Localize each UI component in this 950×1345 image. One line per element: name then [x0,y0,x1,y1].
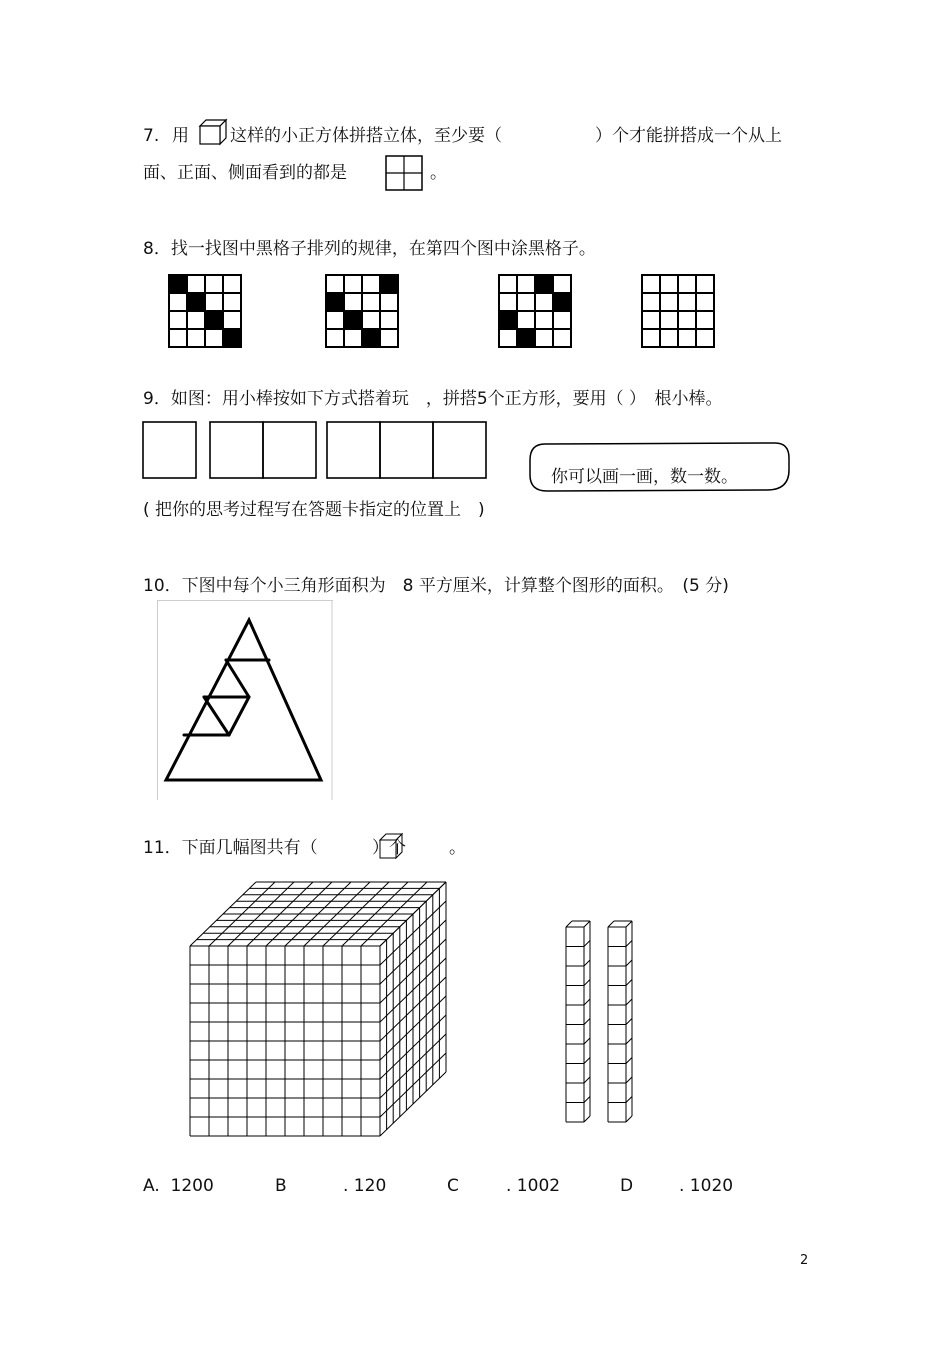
rod-grid-line [584,1038,590,1044]
grid-cell-black [326,293,344,311]
grid-cell-white [344,329,362,347]
rod-grid-line [584,1116,590,1122]
rod-grid-line [584,921,590,927]
grid-cell-white[interactable] [642,329,660,347]
grid-cell-white [169,293,187,311]
grid-cell-black [344,311,362,329]
rod-grid-line [608,921,614,927]
thousand-cube-figure [185,876,455,1151]
grid-cell-white [362,275,380,293]
rod-grid-line [584,980,590,986]
grid-cell-white [362,311,380,329]
pattern-grid-1 [168,274,242,348]
grid-cell-white[interactable] [642,293,660,311]
grid-cell-white [553,329,571,347]
grid-cell-white [517,311,535,329]
rod-grid-line [626,921,632,927]
grid-cell-black [169,275,187,293]
rod-grid-line [626,1116,632,1122]
q11-period: 。 [449,838,466,858]
grid-cell-black [362,329,380,347]
grid-cell-white [205,275,223,293]
hint-bubble-text: 你可以画一画，数一数。 [551,467,738,487]
grid-cell-white [205,293,223,311]
grid-cell-white [535,329,553,347]
option-a: A. 1200 [143,1176,214,1196]
grid-cell-white [380,311,398,329]
triangle-figure [157,600,333,800]
grid-cell-white [535,311,553,329]
grid-cell-black [553,293,571,311]
grid-cell-white [169,311,187,329]
grid-cell-black [517,329,535,347]
q7-line2: 面、正面、侧面看到的都是 [143,163,347,183]
q7-text-part1: 这样的小正方体拼搭立体，至少要（ [230,126,502,146]
option-c-value: . 1002 [506,1176,561,1196]
grid-cell-white [517,293,535,311]
grid-cell-white[interactable] [678,275,696,293]
grid-cell-white [553,311,571,329]
pattern-grid-2 [325,274,399,348]
grid-cell-white [326,311,344,329]
grid-cell-black [187,293,205,311]
grid-cell-white[interactable] [678,293,696,311]
grid-cell-black [499,311,517,329]
q11-text-part2: ）个 [372,838,406,858]
grid-cell-white [362,293,380,311]
option-b-letter: B [275,1176,287,1196]
pattern-grid-4[interactable] [641,274,715,348]
option-d-value: . 1020 [679,1176,734,1196]
grid-cell-white [517,275,535,293]
q9-note: ( 把你的思考过程写在答题卡指定的位置上 ) [143,500,485,520]
rod-grid-line [584,1077,590,1083]
grid-cell-white [344,275,362,293]
grid-cell-white [380,293,398,311]
grid-cell-white[interactable] [696,293,714,311]
rod-grid-line [584,960,590,966]
grid-cell-white[interactable] [660,293,678,311]
option-b-value: . 120 [343,1176,387,1196]
q7-period: 。 [430,163,447,183]
q7-use-label: 用 [172,126,189,146]
grid-cell-white[interactable] [642,275,660,293]
grid-cell-black [223,329,241,347]
rod-grid-line [626,1077,632,1083]
q8-text: 8．找一找图中黑格子排列的规律，在第四个图中涂黑格子。 [143,239,596,259]
grid-cell-white [344,293,362,311]
rod-grid-line [566,921,572,927]
rod-grid-line [626,1019,632,1025]
rod-grid-line [626,1058,632,1064]
grid-cell-white [223,311,241,329]
rod-grid-line [584,941,590,947]
q11-text-part1: 11．下面几幅图共有（ [143,838,318,858]
q10-text: 10．下图中每个小三角形面积为 8 平方厘米，计算整个图形的面积。 (5 分) [143,576,729,596]
grid-cell-white [499,329,517,347]
rod-grid-line [626,941,632,947]
grid-cell-white [223,293,241,311]
grid-cell-white[interactable] [642,311,660,329]
rod-grid-line [584,1097,590,1103]
grid-cell-white [187,275,205,293]
rod-grid-line [626,980,632,986]
grid-cell-white [326,329,344,347]
rod-grid-line [584,1019,590,1025]
grid-cell-white [326,275,344,293]
grid-cell-white[interactable] [660,329,678,347]
grid-cell-white [535,293,553,311]
grid-cell-white [223,275,241,293]
ten-rod-figure-2 [605,918,637,1130]
rod-grid-line [584,1058,590,1064]
pattern-grid-3 [498,274,572,348]
grid-cell-white[interactable] [660,275,678,293]
grid-cell-white [499,275,517,293]
grid-cell-white [499,293,517,311]
grid-cell-white [380,329,398,347]
rod-grid-line [626,960,632,966]
grid-cell-white[interactable] [696,329,714,347]
grid-cell-white [169,329,187,347]
grid-cell-white[interactable] [660,311,678,329]
option-d-letter: D [620,1176,634,1196]
rod-grid-line [626,1038,632,1044]
grid-cell-white[interactable] [696,311,714,329]
stick-squares-figure [142,420,492,482]
grid-cell-white[interactable] [696,275,714,293]
page-number: 2 [800,1253,809,1268]
rod-grid-line [626,1097,632,1103]
ten-rod-figure-1 [563,918,595,1130]
four-square-view-icon [385,155,423,191]
grid-cell-white[interactable] [678,311,696,329]
q7-text-part2: ）个才能拼搭成一个从上 [595,126,782,146]
small-cube-icon [198,118,228,146]
grid-cell-white [187,311,205,329]
grid-cell-black [535,275,553,293]
grid-cell-black [205,311,223,329]
grid-cell-white [553,275,571,293]
rod-grid-line [584,999,590,1005]
q7-number: 7. [143,126,160,146]
grid-cell-black [380,275,398,293]
grid-cell-white [205,329,223,347]
rod-grid-line [626,999,632,1005]
grid-cell-white [187,329,205,347]
grid-cell-white[interactable] [678,329,696,347]
q9-text: 9．如图：用小棒按如下方式搭着玩 ，拼搭5个正方形，要用（ ） 根小棒。 [143,389,723,409]
option-c-letter: C [447,1176,459,1196]
